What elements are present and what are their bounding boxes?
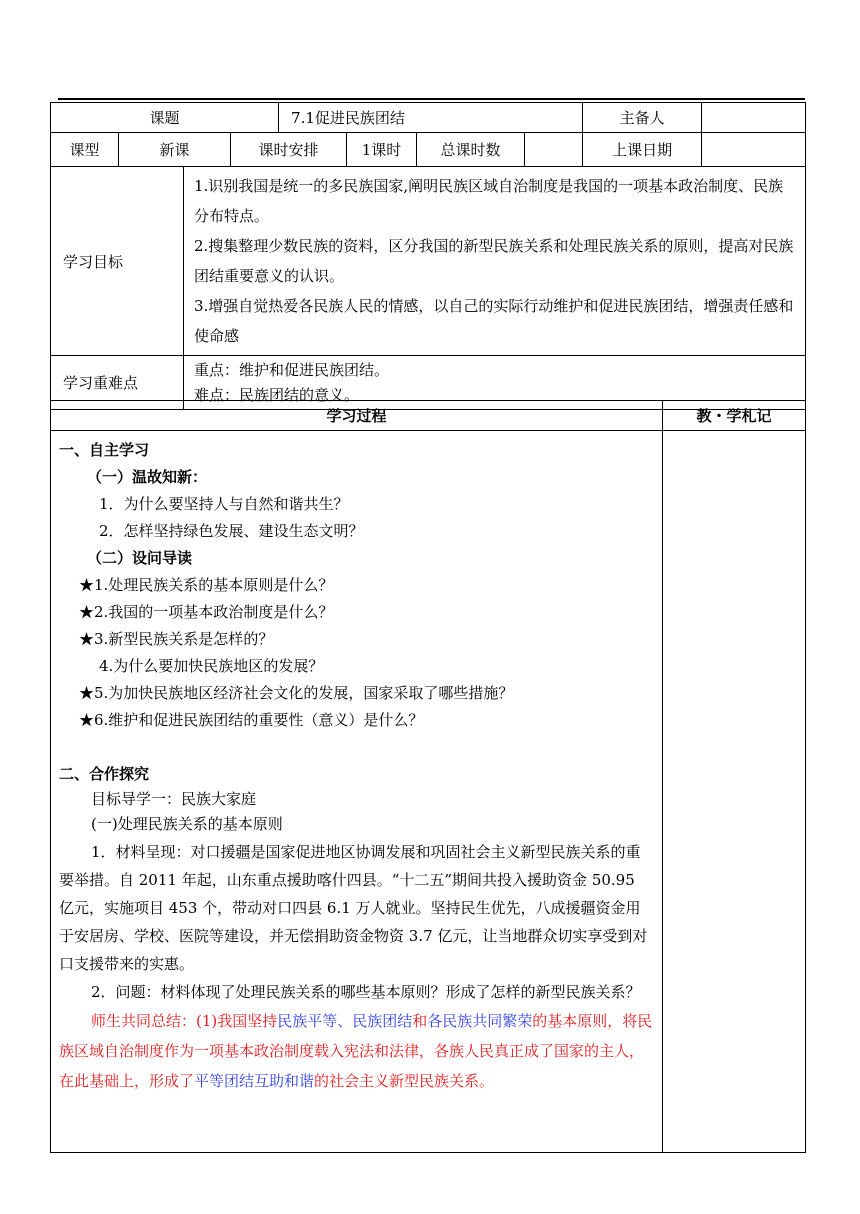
process-header: 学习过程 [51,401,663,431]
keypoints-label: 学习重难点 [51,356,184,410]
type-label: 课型 [51,133,119,167]
key-point: 重点：维护和促进民族团结。 [194,360,390,379]
guide-item: ★3.新型民族关系是怎样的？ [79,630,274,648]
guide-item: ★6.维护和促进民族团结的重要性（意义）是什么？ [79,711,424,729]
goals-list [184,167,806,356]
notes-header: 教・学札记 [663,401,806,431]
guide-item: 4.为什么要加快民族地区的发展？ [99,657,324,675]
guide-title: （二）设问导读 [87,549,193,567]
date-value [702,133,806,167]
summary-part: 的基本原则，将民族区域自治制度作为一项基本政治制度载入宪法和法律，各族人民真正成了国家的主人，在此基础上，形成了 [59,1012,653,1090]
target-title: 目标导学一：民族大家庭 [91,790,257,808]
type-value: 新课 [119,133,231,167]
goals-table [50,166,806,410]
question-text: 2．问题：材料体现了处理民族关系的哪些基本原则？形成了怎样的新型民族关系？ [91,983,641,1001]
summary-part: 的社会主义新型民族关系。 [314,1072,495,1090]
header-table [50,102,806,167]
spacer [59,734,654,761]
principle-highlight: 各民族共同繁荣 [427,1012,533,1030]
top-rule [58,98,805,100]
topic-value: 7.1促进民族团结 [279,103,583,133]
notes-column [663,431,806,1153]
period-label: 课时安排 [231,133,347,167]
goal-item: 1.识别我国是统一的多民族国家,阐明民族区域自治制度是我国的一项基本政治制度、民族分布特点。 [194,177,784,225]
period-value: 1课时 [347,133,417,167]
total-label: 总课时数 [417,133,525,167]
principle-highlight: 民族平等、民族团结 [277,1012,413,1030]
summary-part: 和 [412,1012,428,1030]
summary-part: 师生共同总结：(1)我国坚持 [91,1012,278,1030]
process-table [50,400,806,1153]
goals-label: 学习目标 [51,167,184,356]
relation-highlight: 平等团结互助和谐 [194,1072,315,1090]
review-item: 1．为什么要坚持人与自然和谐共生？ [99,495,349,513]
lead-label: 主备人 [583,103,702,133]
goal-item: 2.搜集整理少数民族的资料，区分我国的新型民族关系和处理民族关系的原则，提高对民族团结重要意义的认识。 [194,237,794,285]
total-value [525,133,583,167]
section1-title: 一、自主学习 [59,441,150,459]
summary-text [59,1006,654,1096]
difficult-point: 难点：民族团结的意义。 [194,385,360,404]
review-title: （一）温故知新： [87,468,208,486]
date-label: 上课日期 [583,133,702,167]
material-text: 1．材料呈现：对口援疆是国家促进地区协调发展和巩固社会主义新型民族关系的重要举措。自 2011 年起，山东重点援助喀什四县。“十二五”期间共投入援助资金 50.95 亿元，实施项目 453 个，带动对口四县 6.1 万人就业。坚持民生优先，八成援疆资金用于安居房、学校、医院等建设，并无偿捐助资金物资 3.7 亿元，让当地群众切实享受到对口支援带来的实惠。 [59,843,648,973]
process-content [51,431,663,1153]
review-item: 2．怎样坚持绿色发展、建设生态文明？ [99,522,364,540]
topic-label: 课题 [51,103,279,133]
guide-item: ★5.为加快民族地区经济社会文化的发展，国家采取了哪些措施？ [79,684,514,702]
goal-item: 3.增强自觉热爱各民族人民的情感，以自己的实际行动维护和促进民族团结，增强责任感和使命感 [194,297,794,345]
subsection-title: (一)处理民族关系的基本原则 [91,815,283,833]
guide-item: ★2.我国的一项基本政治制度是什么？ [79,603,334,621]
section2-title: 二、合作探究 [59,765,150,783]
guide-item: ★1.处理民族关系的基本原则是什么？ [79,576,334,594]
lead-value [702,103,806,133]
